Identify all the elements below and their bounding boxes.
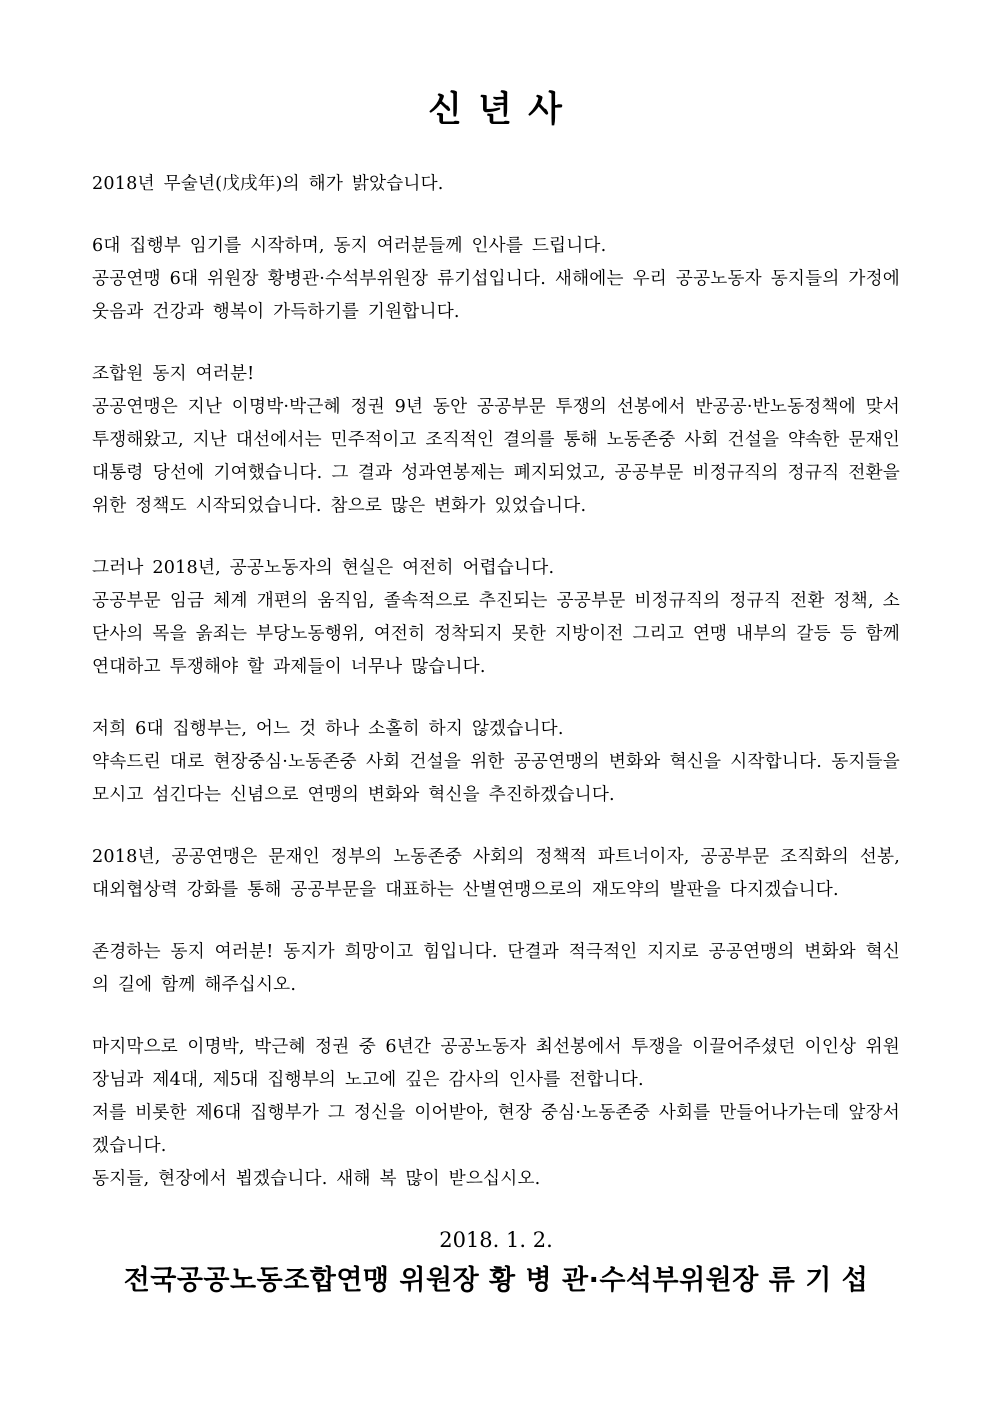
document-date: 2018. 1. 2. <box>439 1228 553 1252</box>
paragraph-group <box>92 358 900 523</box>
paragraph: 조합원 동지 여러분! <box>92 364 255 384</box>
paragraph: 2018년, 공공연맹은 문재인 정부의 노동존중 사회의 정책적 파트너이자, 공공부문 조직화의 선봉, 대외협상력 강화를 통해 공공부문을 대표하는 산별연맹으로의 재도약의 발판을 다지겠습니다. <box>92 847 900 900</box>
paragraph-group <box>92 841 900 907</box>
paragraph: 그러나 2018년, 공공노동자의 현실은 여전히 어렵습니다. <box>92 558 555 578</box>
paragraph: 공공연맹은 지난 이명박·박근혜 정권 9년 동안 공공부문 투쟁의 선봉에서 반공공·반노동정책에 맞서 투쟁해왔고, 지난 대선에서는 민주적이고 조직적인 결의를 통해 노동존중 사회 건설을 약속한 문재인 대통령 당선에 기여했습니다. 그 결과 성과연봉제는 폐지되었고, 공공부문 비정규직의 정규직 전환을 위한 정책도 시작되었습니다. 참으로 많은 변화가 있었습니다. <box>92 397 900 516</box>
paragraph: 6대 집행부 임기를 시작하며, 동지 여러분들께 인사를 드립니다. <box>92 236 607 256</box>
document-signature: 전국공공노동조합연맹 위원장 황 병 관·수석부위원장 류 기 섭 <box>123 1265 869 1296</box>
paragraph: 2018년 무술년(戊戌年)의 해가 밝았습니다. <box>92 174 444 194</box>
paragraph: 마지막으로 이명박, 박근혜 정권 중 6년간 공공노동자 최선봉에서 투쟁을 이끌어주셨던 이인상 위원장님과 제4대, 제5대 집행부의 노고에 깊은 감사의 인사를 전합니다. <box>92 1037 900 1090</box>
paragraph-group <box>92 936 900 1002</box>
paragraph: 저희 6대 집행부는, 어느 것 하나 소홀히 하지 않겠습니다. <box>92 719 564 739</box>
paragraph-group <box>92 168 900 201</box>
paragraph: 존경하는 동지 여러분! 동지가 희망이고 힘입니다. 단결과 적극적인 지지로 공공연맹의 변화와 혁신의 길에 함께 해주십시오. <box>92 942 900 995</box>
paragraph: 동지들, 현장에서 뵙겠습니다. 새해 복 많이 받으십시오. <box>92 1169 541 1189</box>
paragraph-group <box>92 230 900 329</box>
paragraph: 저를 비롯한 제6대 집행부가 그 정신을 이어받아, 현장 중심·노동존중 사회를 만들어나가는데 앞장서겠습니다. <box>92 1103 900 1156</box>
paragraph-group <box>92 713 900 812</box>
document-title: 신 년 사 <box>428 89 564 130</box>
paragraph-group <box>92 552 900 684</box>
paragraph: 약속드린 대로 현장중심·노동존중 사회 건설을 위한 공공연맹의 변화와 혁신을 시작합니다. 동지들을 모시고 섬긴다는 신념으로 연맹의 변화와 혁신을 추진하겠습니다. <box>92 752 900 805</box>
paragraph: 공공부문 임금 체계 개편의 움직임, 졸속적으로 추진되는 공공부문 비정규직의 정규직 전환 정책, 소단사의 목을 옭죄는 부당노동행위, 여전히 정착되지 못한 지방이전 그리고 연맹 내부의 갈등 등 함께 연대하고 투쟁해야 할 과제들이 너무나 많습니다. <box>92 591 900 677</box>
document-body <box>92 168 900 1196</box>
paragraph: 공공연맹 6대 위원장 황병관·수석부위원장 류기섭입니다. 새해에는 우리 공공노동자 동지들의 가정에 웃음과 건강과 행복이 가득하기를 기원합니다. <box>92 269 900 322</box>
paragraph-group <box>92 1031 900 1196</box>
